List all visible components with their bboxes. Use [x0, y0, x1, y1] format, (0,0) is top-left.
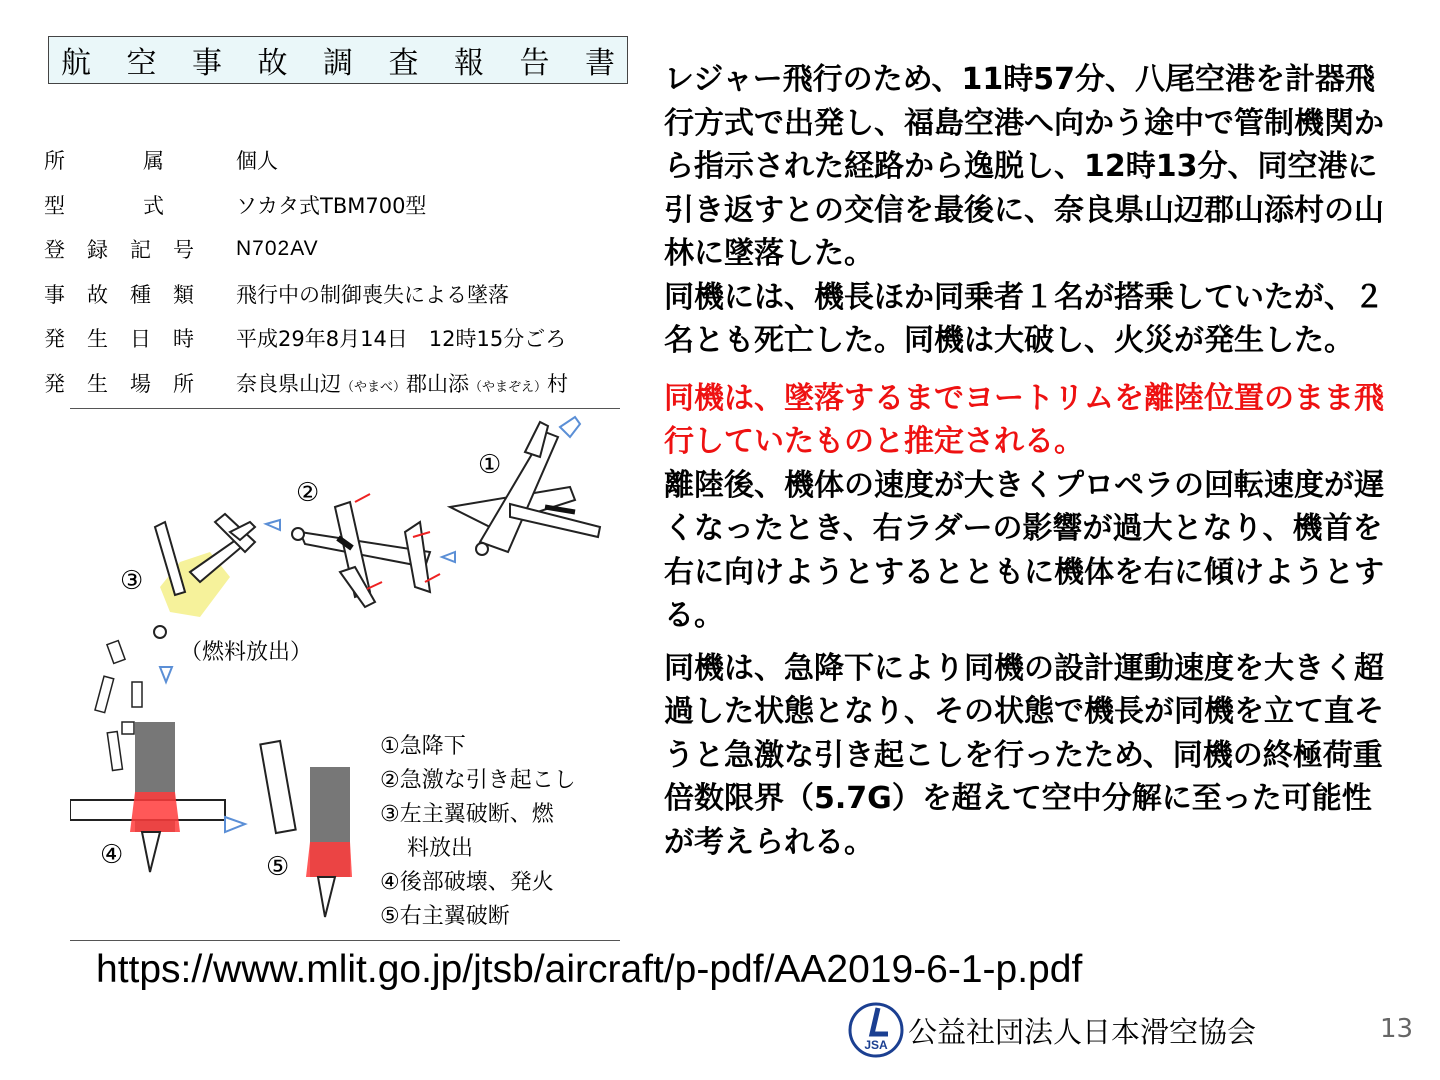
legend-item: ④後部破壊、発火 — [380, 870, 554, 895]
arrow-icon — [560, 417, 580, 437]
legend-item: ③左主翼破断、燃 — [380, 802, 554, 827]
aircraft-stage-2 — [292, 502, 430, 607]
organization-name: 公益社団法人日本滑空協会 — [908, 1014, 1257, 1049]
arrow-icon — [266, 520, 280, 530]
step-number-3: ③ — [120, 566, 144, 596]
info-value: ソカタ式TBM700型 — [236, 193, 427, 218]
force-arrow-icon — [355, 494, 370, 502]
summary-paragraph: 同機は、急降下により同機の設計運動速度を大きく超過した状態となり、その状態で機長が同機を立て直そうと急激な引き起こしを行ったため、同機の終極荷重倍数限界（5.7G）を超えて空中分解に至った可能性が考えられる。 — [664, 650, 1384, 860]
label-char: 所 — [44, 149, 65, 174]
info-label — [44, 323, 236, 353]
location-part: 村 — [547, 371, 569, 396]
arrow-icon — [442, 552, 455, 562]
info-label — [44, 190, 236, 220]
label-char: 式 — [143, 193, 164, 218]
aircraft-stage-1 — [450, 422, 600, 555]
legend-item: ①急降下 — [380, 734, 466, 759]
aircraft-stage-3 — [154, 514, 255, 638]
info-row-accident-type — [44, 272, 634, 317]
label-char: 故 — [87, 282, 108, 307]
label-char: 生 — [87, 371, 108, 396]
title-char: 事 — [192, 46, 222, 81]
location-reading: （やまべ） — [341, 379, 407, 395]
info-row-type — [44, 183, 634, 228]
label-char: 号 — [173, 238, 194, 263]
divider-top — [70, 408, 620, 409]
label-char: 発 — [44, 327, 65, 352]
step-number-2: ② — [296, 478, 320, 508]
title-char: 航 — [61, 46, 91, 81]
step-number-1: ① — [478, 450, 502, 480]
title-char: 空 — [126, 46, 157, 81]
info-value: 平成29年8月14日 12時15分ごろ — [236, 327, 567, 352]
report-title — [49, 38, 627, 82]
label-char: 型 — [44, 193, 65, 218]
legend-item: ⑤右主翼破断 — [380, 904, 510, 929]
report-title-box — [48, 36, 628, 84]
location-reading: （やまぞえ） — [469, 379, 548, 395]
svg-text:JSA: JSA — [864, 1038, 888, 1052]
info-row-location — [44, 361, 634, 406]
label-char: 種 — [130, 282, 151, 307]
arrow-icon — [225, 817, 245, 832]
title-char: 調 — [323, 46, 353, 81]
info-row-datetime — [44, 316, 634, 361]
wreck-stage-4 — [70, 722, 225, 872]
step-number-5: ⑤ — [266, 852, 290, 882]
title-char: 告 — [519, 46, 550, 81]
info-label — [44, 368, 236, 398]
label-char: 類 — [173, 282, 194, 307]
summary-paragraph: 離陸後、機体の速度が大きくプロペラの回転速度が遅くなったとき、右ラダーの影響が過大となり、機首を右に向けようとするとともに機体を右に傾けようとする。 — [664, 467, 1384, 633]
label-char: 所 — [173, 371, 194, 396]
info-label — [44, 279, 236, 309]
accident-summary — [664, 58, 1384, 864]
label-char: 日 — [130, 327, 151, 352]
step-number-4: ④ — [100, 840, 124, 870]
debris — [95, 641, 142, 771]
info-label — [44, 234, 236, 264]
label-char: 録 — [87, 238, 108, 263]
label-char: 時 — [173, 327, 194, 352]
title-char: 査 — [388, 46, 419, 81]
info-row-affiliation — [44, 138, 634, 183]
accident-info-table — [44, 138, 634, 405]
arrow-icon — [160, 667, 172, 682]
legend-item: ②急激な引き起こし — [380, 768, 576, 793]
legend-item: 料放出 — [407, 836, 474, 861]
label-char: 記 — [130, 238, 151, 263]
jsa-logo-icon — [848, 1002, 904, 1058]
organization-footer — [848, 1000, 1256, 1060]
title-char: 書 — [585, 46, 615, 81]
title-char: 故 — [257, 46, 288, 81]
info-value: 飛行中の制御喪失による墜落 — [236, 282, 509, 307]
location-part: 奈良県山辺 — [236, 371, 341, 396]
location-part: 郡山添 — [406, 371, 470, 396]
wreck-stage-5 — [260, 741, 352, 917]
label-char: 事 — [44, 282, 65, 307]
source-url[interactable]: https://www.mlit.go.jp/jtsb/aircraft/p-pdf/AA2019-6-1-p.pdf — [96, 948, 1083, 991]
summary-paragraph: レジャー飛行のため、11時57分、八尾空港を計器飛行方式で出発し、福島空港へ向かう途中で管制機関から指示された経路から逸脱し、12時13分、同空港に引き返すとの交信を最後に、奈良県山辺郡山添村の山林に墜落した。 — [664, 62, 1384, 271]
summary-paragraph: 同機には、機長ほか同乗者１名が搭乗していたが、２名とも死亡した。同機は大破し、火災が発生した。 — [664, 279, 1384, 358]
fuel-discharge-label: （燃料放出） — [180, 640, 313, 665]
label-char: 属 — [143, 149, 164, 174]
label-char: 場 — [130, 371, 151, 396]
estimated-cause-highlight: 同機は、墜落するまでヨートリムを離陸位置のまま飛行していたものと推定される。 — [664, 380, 1384, 459]
page-number: 13 — [1380, 1014, 1414, 1044]
info-value-location — [236, 368, 634, 398]
info-value: 個人 — [236, 149, 278, 174]
info-value: N702AV — [236, 237, 319, 261]
info-label — [44, 145, 236, 175]
label-char: 生 — [87, 327, 108, 352]
label-char: 登 — [44, 238, 65, 263]
title-char: 報 — [454, 46, 484, 81]
diagram-legend — [380, 730, 576, 934]
label-char: 発 — [44, 371, 65, 396]
divider-bottom — [70, 940, 620, 941]
info-row-registration — [44, 227, 634, 272]
